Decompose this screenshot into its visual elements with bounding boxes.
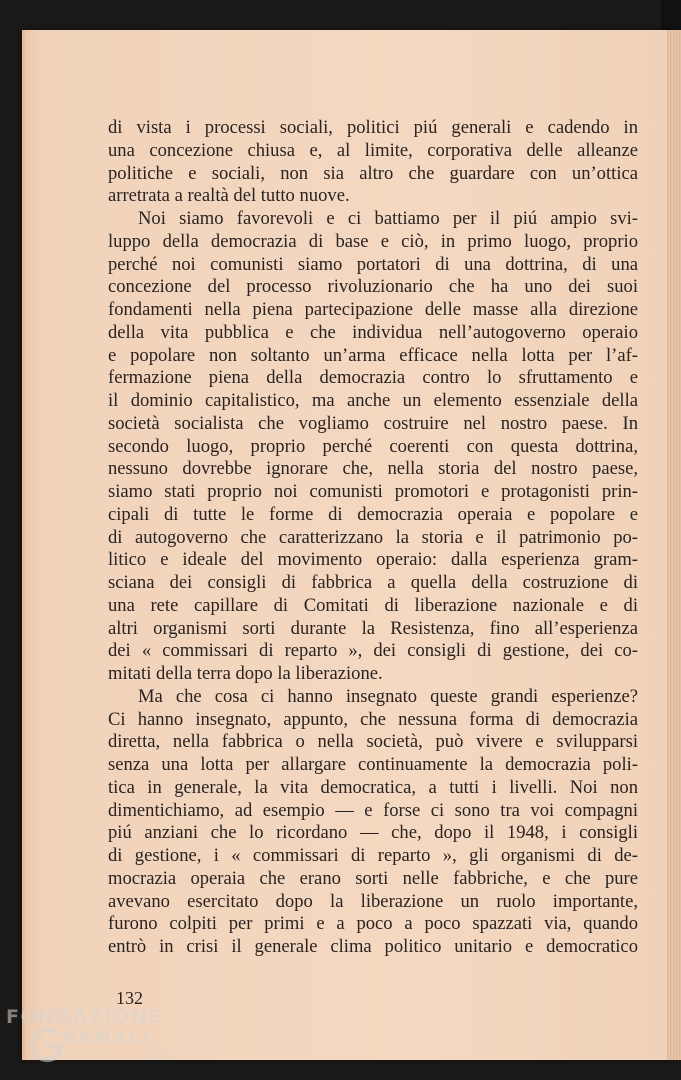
text-line: sciana dei consigli di fabbrica a quella della costruzione di <box>108 572 638 593</box>
text-line: fondamenti nella piena partecipazione delle masse alla direzione <box>108 299 638 320</box>
text-line: di autogoverno che caratterizzano la storia e il patrimonio po- <box>108 526 638 548</box>
text-line: e popolare non soltanto un’arma efficace nella lotta per l’af- <box>108 344 638 366</box>
text-line: concezione del processo rivoluzionario che ha uno dei suoi <box>108 276 638 298</box>
text-line: una concezione chiusa e, al limite, corporativa delle alleanze <box>108 139 638 161</box>
text-line: politiche e sociali, non sia altro che guardare con un’ottica <box>108 162 638 184</box>
body-text <box>108 117 638 959</box>
text-line: avevano esercitato dopo la liberazione un ruolo importante, <box>108 890 638 912</box>
text-line: mitati della terra dopo la liberazione. <box>108 663 383 684</box>
text-line: il dominio capitalistico, ma anche un elemento essenziale della <box>108 390 638 411</box>
text-line: piú anziani che lo ricordano — che, dopo il 1948, i consigli <box>108 822 638 844</box>
text-line: Ma che cosa ci hanno insegnato queste grandi esperienze? <box>138 685 638 707</box>
text-line: di vista i processi sociali, politici piú generali e cadendo in <box>108 117 638 138</box>
watermark-subtitle: RAMSCI <box>64 1028 152 1047</box>
text-line: senza una lotta per allargare continuamente la democrazia poli- <box>108 754 638 775</box>
text-line: entrò in crisi il generale clima politico unitario e democratico <box>108 936 638 957</box>
fondazione-gramsci-watermark <box>6 1004 186 1074</box>
text-line: nessuno dovrebbe ignorare che, nella storia del nostro paese, <box>108 458 638 480</box>
text-line: diretta, nella fabbrica o nella società, può vivere e svilupparsi <box>108 731 638 753</box>
text-line: siamo stati proprio noi comunisti promotori e protagonisti prin- <box>108 481 638 502</box>
text-line: tica in generale, la vita democratica, a tutti i livelli. Noi non <box>108 776 638 798</box>
page-number: 132 <box>116 988 143 1008</box>
text-line: Ci hanno insegnato, appunto, che nessuna forma di democrazia <box>108 708 638 730</box>
text-line: dimentichiamo, ad esempio — e forse ci sono tra voi compagni <box>108 799 638 821</box>
text-line: di gestione, i « commissari di reparto », gli organismi di de- <box>108 845 638 866</box>
text-line: dei « commissari di reparto », dei consigli di gestione, dei co- <box>108 640 638 662</box>
text-line: litico e ideale del movimento operaio: dalla esperienza gram- <box>108 549 638 571</box>
text-line: cipali di tutte le forme di democrazia operaia e popolare e <box>108 503 638 525</box>
text-line: Noi siamo favorevoli e ci battiamo per il piú ampio svi- <box>138 208 638 229</box>
text-line: furono colpiti per primi e a poco a poco spazzati via, quando <box>108 913 638 935</box>
text-line: luppo della democrazia di base e ciò, in primo luogo, proprio <box>108 230 638 252</box>
text-line: secondo luogo, proprio perché coerenti con questa dottrina, <box>108 435 638 457</box>
text-line: fermazione piena della democrazia contro lo sfruttamento e <box>108 367 638 389</box>
background-edge <box>661 0 681 30</box>
text-line: arretrata a realtà del tutto nuove. <box>108 185 350 207</box>
text-line: società socialista che vogliamo costruire nel nostro paese. In <box>108 412 638 434</box>
text-line: della vita pubblica e che individua nell’autogoverno operaio <box>108 321 638 343</box>
text-line: altri organismi sorti durante la Resistenza, fino all’esperienza <box>108 617 638 639</box>
text-line: una rete capillare di Comitati di liberazione nazionale e di <box>108 594 638 616</box>
logo-g-icon <box>28 1026 64 1066</box>
text-line: perché noi comunisti siamo portatori di una dottrina, di una <box>108 253 638 275</box>
page-stack-edge <box>667 30 681 1060</box>
watermark-title: FONDAZIONE <box>6 1006 163 1028</box>
watermark-onlus: onlus <box>144 1050 174 1063</box>
text-line: mocrazia operaia che erano sorti nelle fabbriche, e che pure <box>108 867 638 889</box>
